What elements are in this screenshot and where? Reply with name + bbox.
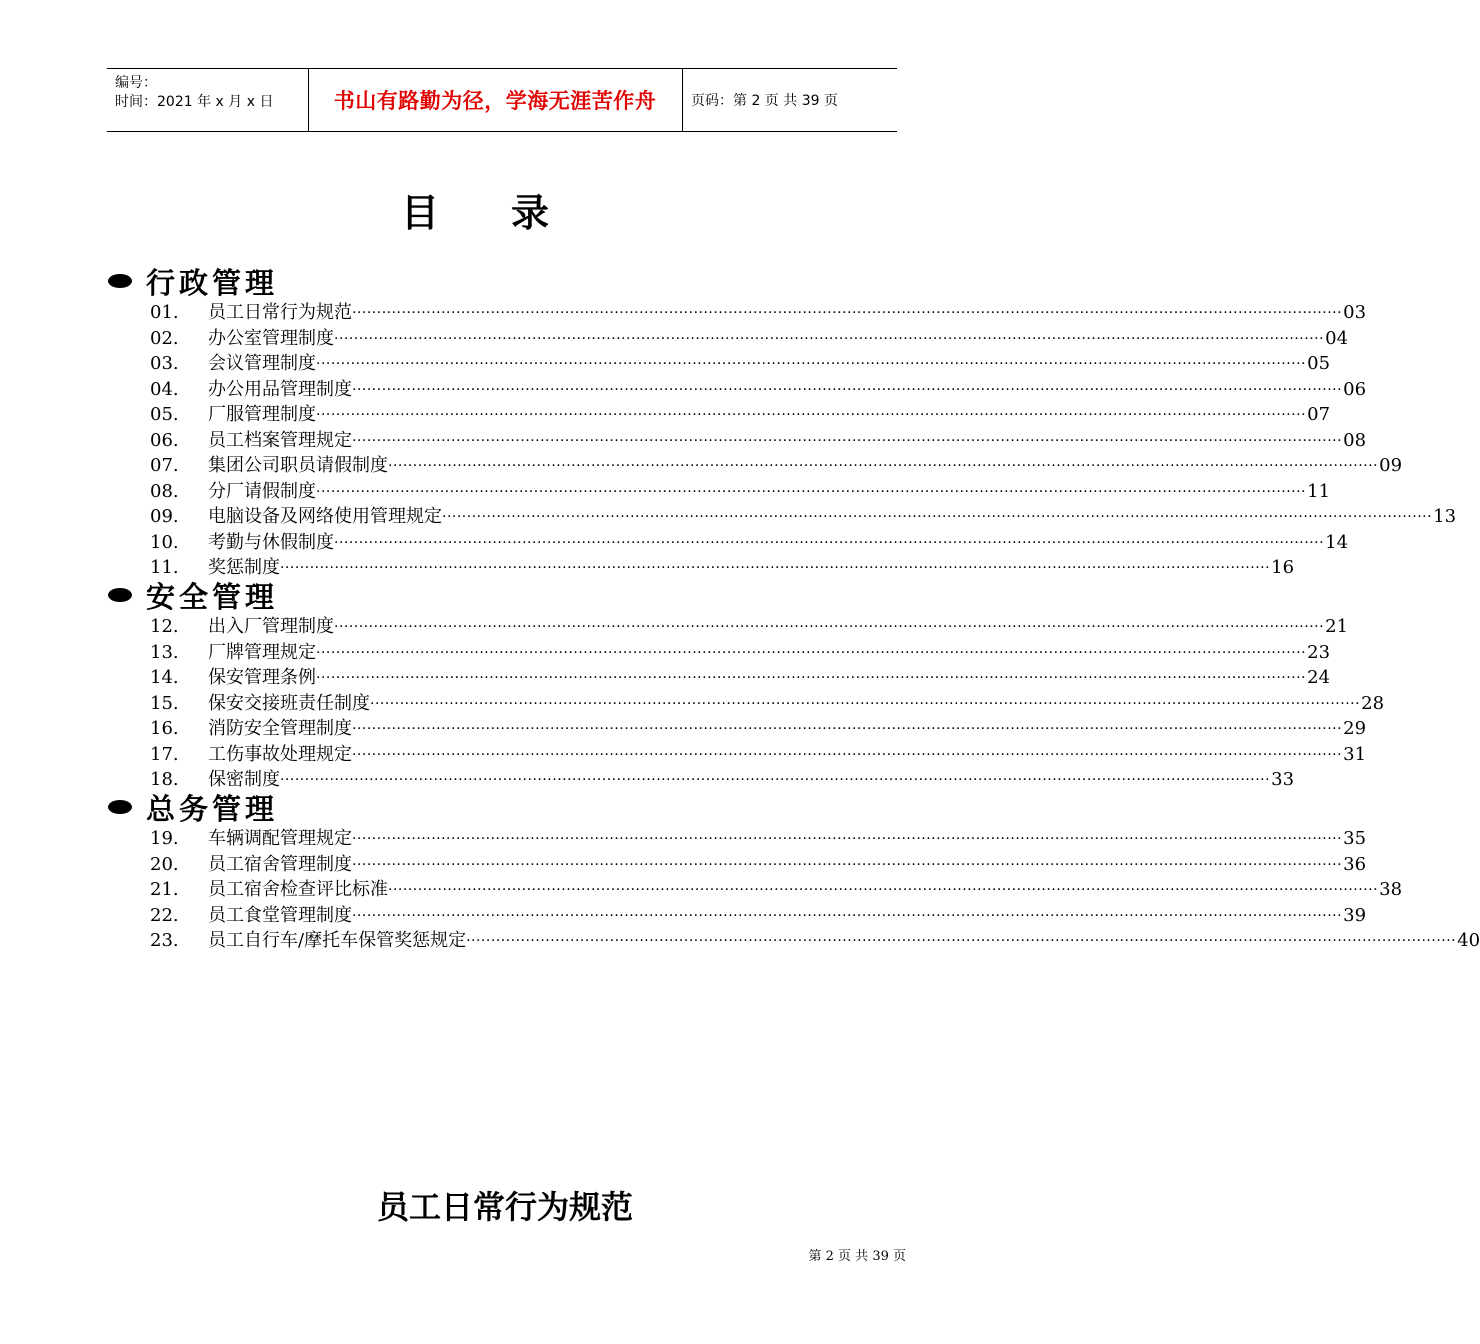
toc-entry-page: 03 xyxy=(1343,302,1367,323)
toc-entry-number: 18. xyxy=(150,769,179,790)
toc-leader-dots: ········································································································································································································ xyxy=(352,856,1343,873)
toc-leader-dots: ········································································································································································································ xyxy=(316,670,1307,686)
toc-entry[interactable] xyxy=(150,691,1385,715)
page-title-part1: 目 xyxy=(400,191,439,235)
toc-entry-page: 36 xyxy=(1343,853,1367,875)
toc-entry[interactable] xyxy=(150,903,1367,927)
toc-entry-page: 09 xyxy=(1379,455,1403,476)
toc-entry-label: 保安管理条例 xyxy=(208,667,316,688)
number-label: 编号： xyxy=(115,75,157,91)
toc-leader-dots: ········································································································································································································ xyxy=(316,644,1307,661)
page-title xyxy=(0,182,950,237)
toc-entry[interactable] xyxy=(150,665,1331,689)
toc-entry-page: 04 xyxy=(1325,327,1349,349)
toc-entry[interactable] xyxy=(150,640,1331,664)
toc-entry-label: 办公室管理制度 xyxy=(208,327,334,349)
toc-entry-number: 04. xyxy=(150,378,179,400)
toc-entry[interactable] xyxy=(150,453,1403,477)
toc-entry-page: 31 xyxy=(1343,743,1367,765)
toc-leader-dots: ········································································································································································································ xyxy=(280,560,1271,576)
toc-entry-number: 12. xyxy=(150,616,179,637)
toc-entry-label: 办公用品管理制度 xyxy=(208,378,352,400)
section-heading: 员工日常行为规范 xyxy=(376,1188,633,1226)
toc-entry-page: 11 xyxy=(1307,480,1331,502)
bullet-icon xyxy=(108,588,132,602)
toc-leader-dots: ········································································································································································································ xyxy=(370,695,1361,712)
document-header xyxy=(107,68,897,132)
toc-leader-dots: ········································································································································································································ xyxy=(352,381,1343,398)
toc-entry[interactable] xyxy=(150,852,1367,876)
toc-entry[interactable] xyxy=(150,742,1367,766)
toc-entry-number: 21. xyxy=(150,879,179,900)
header-motto: 书山有路勤为径，学海无涯苦作舟 xyxy=(333,89,657,113)
toc-entry-page: 28 xyxy=(1361,692,1385,714)
toc-entry-number: 14. xyxy=(150,667,179,688)
toc-entry-number: 01. xyxy=(150,302,179,323)
toc-leader-dots: ········································································································································································································ xyxy=(334,534,1325,551)
toc-section-title: 总务管理 xyxy=(146,791,279,826)
toc-entry-number: 10. xyxy=(150,531,179,553)
toc-section-title: 行政管理 xyxy=(146,265,279,300)
toc-entry-page: 38 xyxy=(1379,879,1403,900)
toc-entry[interactable] xyxy=(150,300,1367,324)
toc-entry-label: 员工食堂管理制度 xyxy=(208,904,352,926)
toc-entry-label: 车辆调配管理规定 xyxy=(208,828,352,849)
toc-entry-number: 11. xyxy=(150,557,179,578)
toc-leader-dots: ········································································································································································································ xyxy=(388,882,1379,898)
toc-entry-number: 22. xyxy=(150,904,179,926)
toc-entry-page: 08 xyxy=(1343,429,1367,451)
page-title-part2: 录 xyxy=(511,191,550,235)
toc-leader-dots: ········································································································································································································ xyxy=(316,483,1307,500)
toc-leader-dots: ········································································································································································································ xyxy=(334,619,1325,635)
toc-entry[interactable] xyxy=(150,326,1349,350)
toc-entry-number: 23. xyxy=(150,930,179,951)
toc-section-heading xyxy=(108,790,278,824)
toc-entry-number: 19. xyxy=(150,828,179,849)
toc-leader-dots: ········································································································································································································ xyxy=(334,330,1325,347)
toc-section-title: 安全管理 xyxy=(146,579,279,614)
toc-entry-number: 17. xyxy=(150,743,179,765)
toc-entry[interactable] xyxy=(150,716,1367,740)
toc-section-heading xyxy=(108,264,278,298)
bullet-icon xyxy=(108,800,132,814)
toc-entry-label: 电脑设备及网络使用管理规定 xyxy=(208,506,442,527)
time-label: 时间：2021 年 x 月 x 日 xyxy=(115,94,274,110)
toc-entry-page: 07 xyxy=(1307,404,1331,425)
toc-entry[interactable] xyxy=(150,351,1331,375)
toc-entry-label: 分厂请假制度 xyxy=(208,480,316,502)
bullet-icon xyxy=(108,274,132,288)
toc-leader-dots: ········································································································································································································ xyxy=(352,746,1343,763)
toc-leader-dots: ········································································································································································································ xyxy=(352,907,1343,924)
toc-entry[interactable] xyxy=(150,377,1367,401)
toc-entry[interactable] xyxy=(150,428,1367,452)
toc-leader-dots: ········································································································································································································ xyxy=(280,772,1271,788)
toc-entry-number: 13. xyxy=(150,641,179,663)
header-page-info: 页码：第 2 页 共 39 页 xyxy=(691,93,838,109)
toc-entry-label: 消防安全管理制度 xyxy=(208,718,352,739)
toc-entry-number: 02. xyxy=(150,327,179,349)
toc-entry-label: 考勤与休假制度 xyxy=(208,531,334,553)
toc-entry-page: 06 xyxy=(1343,378,1367,400)
toc-entry[interactable] xyxy=(150,928,1480,952)
toc-entry-number: 08. xyxy=(150,480,179,502)
toc-entry-page: 05 xyxy=(1307,353,1331,374)
toc-entry-label: 员工档案管理规定 xyxy=(208,429,352,451)
toc-entry-number: 09. xyxy=(150,506,179,527)
toc-leader-dots: ········································································································································································································ xyxy=(352,721,1343,737)
toc-entry-label: 保安交接班责任制度 xyxy=(208,692,370,714)
toc-entry[interactable] xyxy=(150,504,1457,528)
toc-entry-page: 33 xyxy=(1271,769,1295,790)
toc-entry-number: 05. xyxy=(150,404,179,425)
toc-entry[interactable] xyxy=(150,530,1349,554)
toc-entry-number: 16. xyxy=(150,718,179,739)
toc-entry[interactable] xyxy=(150,826,1367,850)
toc-entry-page: 39 xyxy=(1343,904,1367,926)
toc-section-heading xyxy=(108,578,278,612)
toc-entry-number: 15. xyxy=(150,692,179,714)
toc-entry-label: 员工宿舍检查评比标准 xyxy=(208,879,388,900)
toc-entry-page: 13 xyxy=(1433,506,1457,527)
toc-leader-dots: ········································································································································································································ xyxy=(388,458,1379,474)
toc-entry[interactable] xyxy=(150,402,1331,426)
toc-entry-page: 29 xyxy=(1343,718,1367,739)
toc-entry-page: 16 xyxy=(1271,557,1295,578)
toc-entry-label: 员工自行车/摩托车保管奖惩规定 xyxy=(208,930,467,951)
toc-leader-dots: ········································································································································································································ xyxy=(352,305,1343,321)
toc-entry-number: 07. xyxy=(150,455,179,476)
toc-entry-label: 厂服管理制度 xyxy=(208,404,316,425)
toc-leader-dots: ········································································································································································································ xyxy=(316,356,1307,372)
toc-entry-label: 厂牌管理规定 xyxy=(208,641,316,663)
toc-leader-dots: ········································································································································································································ xyxy=(466,933,1457,949)
page-footer: 第 2 页 共 39 页 xyxy=(808,1249,906,1264)
toc-leader-dots: ········································································································································································································ xyxy=(352,831,1343,847)
toc-entry[interactable] xyxy=(150,479,1331,503)
toc-entry-label: 出入厂管理制度 xyxy=(208,616,334,637)
header-meta xyxy=(107,69,307,131)
toc-entry-label: 保密制度 xyxy=(208,769,280,790)
toc-leader-dots: ········································································································································································································ xyxy=(316,407,1307,423)
toc-entry-label: 工伤事故处理规定 xyxy=(208,743,352,765)
toc-entry[interactable] xyxy=(150,614,1349,638)
toc-entry-label: 会议管理制度 xyxy=(208,353,316,374)
toc-entry-number: 03. xyxy=(150,353,179,374)
toc-entry-page: 40 xyxy=(1457,930,1480,951)
toc-leader-dots: ········································································································································································································ xyxy=(442,509,1433,525)
toc-entry-label: 员工日常行为规范 xyxy=(208,302,352,323)
toc-entry-label: 奖惩制度 xyxy=(208,557,280,578)
toc-entry-label: 集团公司职员请假制度 xyxy=(208,455,388,476)
toc-entry[interactable] xyxy=(150,877,1403,901)
toc-entry-page: 14 xyxy=(1325,531,1349,553)
toc-entry-label: 员工宿舍管理制度 xyxy=(208,853,352,875)
toc-leader-dots: ········································································································································································································ xyxy=(352,432,1343,449)
toc-entry-number: 06. xyxy=(150,429,179,451)
toc-entry-page: 24 xyxy=(1307,667,1331,688)
toc-entry-page: 21 xyxy=(1325,616,1349,637)
toc-entry-page: 23 xyxy=(1307,641,1331,663)
toc-entry-page: 35 xyxy=(1343,828,1367,849)
toc-entry-number: 20. xyxy=(150,853,179,875)
